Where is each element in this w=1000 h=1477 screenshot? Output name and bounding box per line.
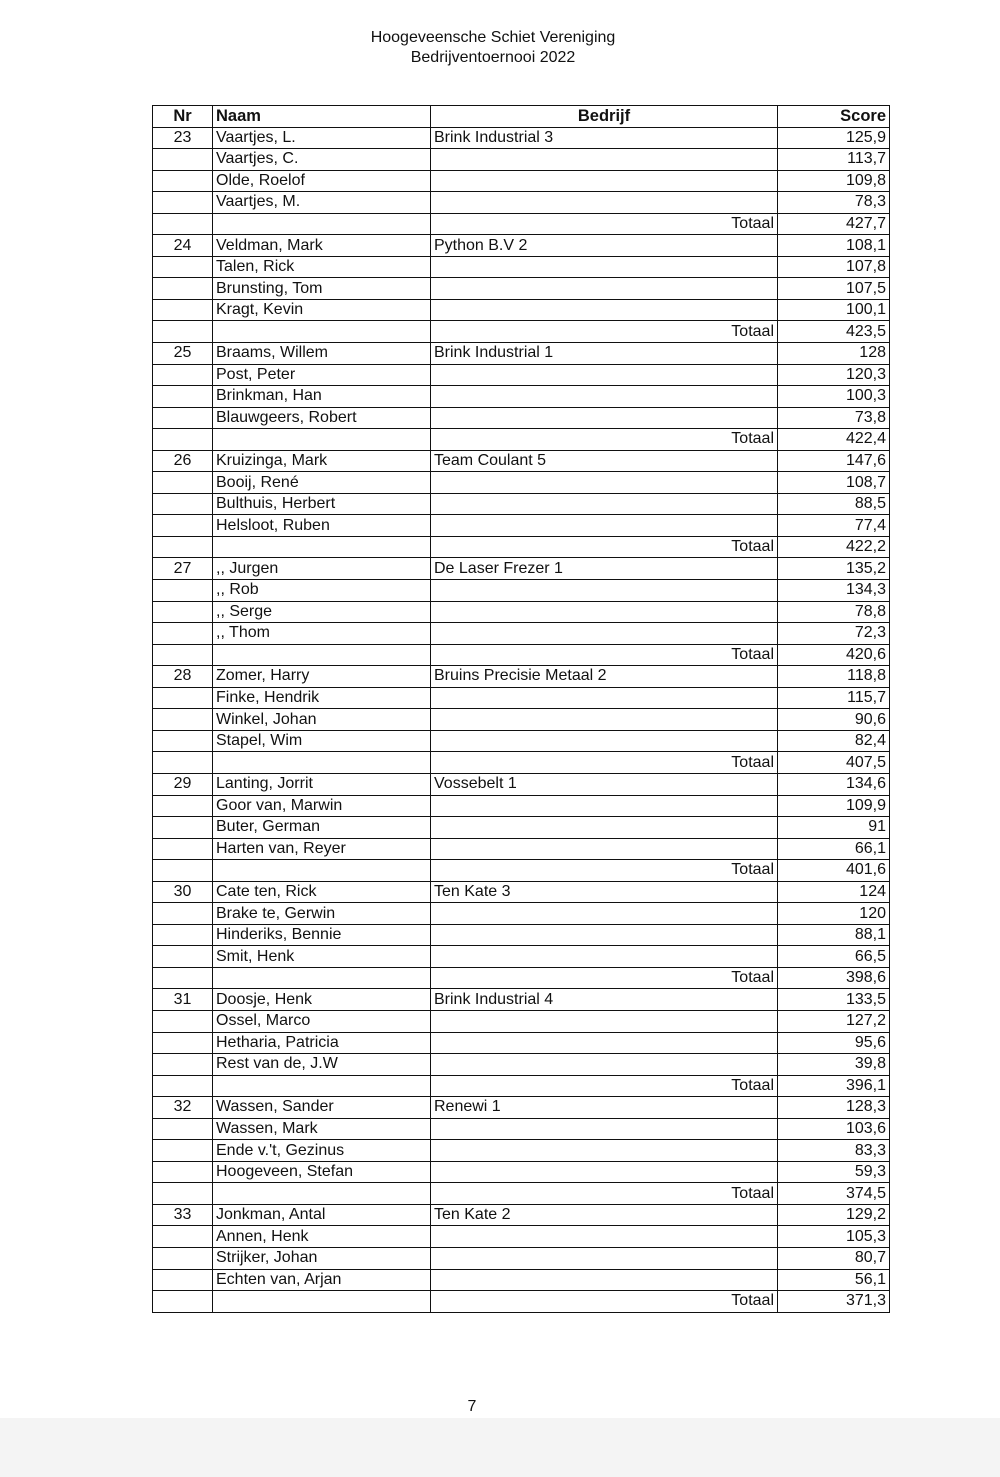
member-name: Bulthuis, Herbert — [213, 493, 431, 515]
table-row — [153, 1054, 890, 1076]
empty-cell — [153, 903, 213, 925]
total-row — [153, 644, 890, 666]
empty-cell — [431, 924, 778, 946]
team-total-score: 422,4 — [778, 429, 890, 451]
total-label: Totaal — [731, 538, 774, 556]
member-name: Harten van, Reyer — [213, 838, 431, 860]
total-label: Totaal — [731, 861, 774, 879]
member-name: Rest van de, J.W — [213, 1054, 431, 1076]
total-row — [153, 1183, 890, 1205]
team-number: 26 — [153, 450, 213, 472]
member-score: 147,6 — [778, 450, 890, 472]
column-header-nr: Nr — [153, 106, 213, 128]
table-row — [153, 450, 890, 472]
table-row — [153, 601, 890, 623]
tournament-title: Bedrijventoernooi 2022 — [410, 49, 576, 66]
empty-cell — [431, 299, 778, 321]
member-score: 109,8 — [778, 170, 890, 192]
member-score: 82,4 — [778, 730, 890, 752]
table-row — [153, 1204, 890, 1226]
company-name: Python B.V 2 — [431, 235, 778, 257]
empty-cell — [153, 967, 213, 989]
member-score: 78,3 — [778, 192, 890, 214]
member-name: Lanting, Jorrit — [213, 773, 431, 795]
member-score: 73,8 — [778, 407, 890, 429]
total-label: Totaal — [731, 430, 774, 448]
member-score: 77,4 — [778, 515, 890, 537]
team-total-score: 423,5 — [778, 321, 890, 343]
empty-cell — [153, 601, 213, 623]
member-score: 127,2 — [778, 1010, 890, 1032]
member-name: Olde, Roelof — [213, 170, 431, 192]
table-row — [153, 170, 890, 192]
empty-cell — [153, 1054, 213, 1076]
table-row — [153, 343, 890, 365]
member-score: 128,3 — [778, 1097, 890, 1119]
table-row — [153, 515, 890, 537]
member-score: 115,7 — [778, 687, 890, 709]
member-score: 133,5 — [778, 989, 890, 1011]
member-score: 100,3 — [778, 386, 890, 408]
company-name: Bruins Precisie Metaal 2 — [431, 666, 778, 688]
table-row — [153, 407, 890, 429]
table-row — [153, 1269, 890, 1291]
member-name: Hoogeveen, Stefan — [213, 1161, 431, 1183]
empty-cell — [431, 903, 778, 925]
table-row — [153, 709, 890, 731]
empty-cell — [213, 1075, 431, 1097]
empty-cell — [153, 299, 213, 321]
empty-cell — [213, 1291, 431, 1313]
member-score: 103,6 — [778, 1118, 890, 1140]
member-name: Goor van, Marwin — [213, 795, 431, 817]
empty-cell — [153, 752, 213, 774]
page-number: 7 — [467, 1398, 477, 1415]
total-label: Totaal — [731, 753, 774, 771]
table-row — [153, 472, 890, 494]
table-row — [153, 730, 890, 752]
member-name: Braams, Willem — [213, 343, 431, 365]
team-total-score: 374,5 — [778, 1183, 890, 1205]
empty-cell — [153, 1118, 213, 1140]
total-label-cell — [431, 321, 778, 343]
table-row — [153, 989, 890, 1011]
empty-cell — [153, 321, 213, 343]
member-score: 88,1 — [778, 924, 890, 946]
member-score: 120 — [778, 903, 890, 925]
club-name: Hoogeveensche Schiet Vereniging — [370, 29, 616, 46]
empty-cell — [213, 967, 431, 989]
member-name: Vaartjes, M. — [213, 192, 431, 214]
total-label-cell — [431, 752, 778, 774]
empty-cell — [431, 709, 778, 731]
team-number: 29 — [153, 773, 213, 795]
member-score: 59,3 — [778, 1161, 890, 1183]
member-name: Smit, Henk — [213, 946, 431, 968]
empty-cell — [153, 623, 213, 645]
member-name: Echten van, Arjan — [213, 1269, 431, 1291]
table-row — [153, 795, 890, 817]
table-row — [153, 1247, 890, 1269]
empty-cell — [431, 1161, 778, 1183]
table-row — [153, 1140, 890, 1162]
member-name: ,, Jurgen — [213, 558, 431, 580]
total-label-cell — [431, 536, 778, 558]
total-label-cell — [431, 644, 778, 666]
total-row — [153, 213, 890, 235]
team-number: 33 — [153, 1204, 213, 1226]
table-row — [153, 946, 890, 968]
table-row — [153, 386, 890, 408]
empty-cell — [153, 709, 213, 731]
empty-cell — [153, 170, 213, 192]
total-row — [153, 321, 890, 343]
total-label-cell — [431, 1183, 778, 1205]
empty-cell — [431, 1118, 778, 1140]
total-label: Totaal — [731, 1076, 774, 1094]
member-name: Jonkman, Antal — [213, 1204, 431, 1226]
table-row — [153, 299, 890, 321]
empty-cell — [431, 1032, 778, 1054]
member-name: Cate ten, Rick — [213, 881, 431, 903]
table-row — [153, 1032, 890, 1054]
table-row — [153, 1226, 890, 1248]
company-name: De Laser Frezer 1 — [431, 558, 778, 580]
column-header-score: Score — [778, 106, 890, 128]
empty-cell — [153, 1010, 213, 1032]
team-number: 24 — [153, 235, 213, 257]
table-row — [153, 687, 890, 709]
company-name: Brink Industrial 1 — [431, 343, 778, 365]
empty-cell — [153, 1183, 213, 1205]
member-name: Wassen, Mark — [213, 1118, 431, 1140]
member-score: 134,3 — [778, 580, 890, 602]
column-header-bedrijf: Bedrijf — [431, 106, 778, 128]
member-score: 120,3 — [778, 364, 890, 386]
member-score: 66,1 — [778, 838, 890, 860]
empty-cell — [213, 536, 431, 558]
member-score: 108,7 — [778, 472, 890, 494]
total-label: Totaal — [731, 1184, 774, 1202]
empty-cell — [153, 386, 213, 408]
total-row — [153, 1075, 890, 1097]
member-name: ,, Rob — [213, 580, 431, 602]
results-table — [152, 105, 890, 1313]
empty-cell — [213, 752, 431, 774]
member-name: Vaartjes, L. — [213, 127, 431, 149]
total-label-cell — [431, 1291, 778, 1313]
empty-cell — [431, 1140, 778, 1162]
team-total-score: 427,7 — [778, 213, 890, 235]
member-score: 113,7 — [778, 149, 890, 171]
table-row — [153, 127, 890, 149]
company-name: Ten Kate 2 — [431, 1204, 778, 1226]
empty-cell — [153, 192, 213, 214]
company-name: Ten Kate 3 — [431, 881, 778, 903]
member-score: 39,8 — [778, 1054, 890, 1076]
total-label: Totaal — [731, 215, 774, 232]
team-total-score: 407,5 — [778, 752, 890, 774]
empty-cell — [153, 838, 213, 860]
total-row — [153, 536, 890, 558]
total-label-cell — [431, 967, 778, 989]
member-score: 107,8 — [778, 256, 890, 278]
empty-cell — [153, 687, 213, 709]
empty-cell — [431, 601, 778, 623]
total-label-cell — [431, 213, 778, 235]
empty-cell — [213, 321, 431, 343]
empty-cell — [153, 536, 213, 558]
empty-cell — [431, 472, 778, 494]
empty-cell — [431, 1269, 778, 1291]
empty-cell — [431, 170, 778, 192]
empty-cell — [431, 515, 778, 537]
member-score: 125,9 — [778, 127, 890, 149]
company-name: Brink Industrial 4 — [431, 989, 778, 1011]
table-row — [153, 580, 890, 602]
table-row — [153, 623, 890, 645]
company-name: Team Coulant 5 — [431, 450, 778, 472]
empty-cell — [153, 1140, 213, 1162]
empty-cell — [153, 1269, 213, 1291]
member-name: ,, Thom — [213, 623, 431, 645]
table-header-row — [153, 106, 890, 128]
empty-cell — [153, 213, 213, 235]
total-label-cell — [431, 1075, 778, 1097]
member-name: Kruizinga, Mark — [213, 450, 431, 472]
member-name: Zomer, Harry — [213, 666, 431, 688]
empty-cell — [153, 1226, 213, 1248]
member-name: ,, Serge — [213, 601, 431, 623]
empty-cell — [153, 429, 213, 451]
member-name: Finke, Hendrik — [213, 687, 431, 709]
table-row — [153, 817, 890, 839]
member-name: Helsloot, Ruben — [213, 515, 431, 537]
empty-cell — [213, 644, 431, 666]
empty-cell — [431, 407, 778, 429]
team-total-score: 396,1 — [778, 1075, 890, 1097]
member-name: Ende v.'t, Gezinus — [213, 1140, 431, 1162]
empty-cell — [431, 623, 778, 645]
team-number: 31 — [153, 989, 213, 1011]
member-name: Vaartjes, C. — [213, 149, 431, 171]
team-number: 25 — [153, 343, 213, 365]
total-label-cell — [431, 429, 778, 451]
empty-cell — [153, 472, 213, 494]
empty-cell — [153, 493, 213, 515]
empty-cell — [431, 580, 778, 602]
empty-cell — [153, 946, 213, 968]
empty-cell — [153, 795, 213, 817]
column-header-naam: Naam — [213, 106, 431, 128]
member-name: Veldman, Mark — [213, 235, 431, 257]
member-name: Winkel, Johan — [213, 709, 431, 731]
empty-cell — [431, 192, 778, 214]
empty-cell — [431, 1054, 778, 1076]
member-name: Doosje, Henk — [213, 989, 431, 1011]
results-body — [153, 127, 890, 1312]
member-name: Annen, Henk — [213, 1226, 431, 1248]
empty-cell — [153, 1247, 213, 1269]
empty-cell — [153, 1075, 213, 1097]
member-name: Wassen, Sander — [213, 1097, 431, 1119]
empty-cell — [431, 1226, 778, 1248]
empty-cell — [431, 730, 778, 752]
document-header — [0, 28, 986, 68]
total-label: Totaal — [731, 645, 774, 663]
company-name: Brink Industrial 3 — [431, 127, 778, 149]
total-row — [153, 967, 890, 989]
total-row — [153, 1291, 890, 1313]
member-name: Ossel, Marco — [213, 1010, 431, 1032]
table-row — [153, 235, 890, 257]
empty-cell — [431, 278, 778, 300]
empty-cell — [153, 1032, 213, 1054]
member-score: 56,1 — [778, 1269, 890, 1291]
table-row — [153, 364, 890, 386]
empty-cell — [213, 429, 431, 451]
empty-cell — [153, 256, 213, 278]
member-name: Brake te, Gerwin — [213, 903, 431, 925]
table-row — [153, 192, 890, 214]
team-number: 32 — [153, 1097, 213, 1119]
total-label: Totaal — [731, 1292, 774, 1310]
total-row — [153, 860, 890, 882]
total-row — [153, 429, 890, 451]
table-row — [153, 278, 890, 300]
member-name: Buter, German — [213, 817, 431, 839]
member-name: Brunsting, Tom — [213, 278, 431, 300]
member-score: 91 — [778, 817, 890, 839]
member-name: Hinderiks, Bennie — [213, 924, 431, 946]
table-row — [153, 881, 890, 903]
member-name: Talen, Rick — [213, 256, 431, 278]
member-score: 95,6 — [778, 1032, 890, 1054]
empty-cell — [431, 364, 778, 386]
team-total-score: 422,2 — [778, 536, 890, 558]
team-number: 27 — [153, 558, 213, 580]
scan-bottom-band — [0, 1418, 1000, 1477]
total-row — [153, 752, 890, 774]
member-score: 90,6 — [778, 709, 890, 731]
member-name: Stapel, Wim — [213, 730, 431, 752]
member-score: 134,6 — [778, 773, 890, 795]
empty-cell — [153, 1291, 213, 1313]
member-score: 80,7 — [778, 1247, 890, 1269]
table-row — [153, 924, 890, 946]
table-row — [153, 256, 890, 278]
empty-cell — [431, 493, 778, 515]
member-score: 124 — [778, 881, 890, 903]
team-total-score: 420,6 — [778, 644, 890, 666]
member-score: 83,3 — [778, 1140, 890, 1162]
team-number: 23 — [153, 127, 213, 149]
table-row — [153, 1118, 890, 1140]
member-score: 128 — [778, 343, 890, 365]
empty-cell — [153, 515, 213, 537]
empty-cell — [153, 1161, 213, 1183]
member-name: Hetharia, Patricia — [213, 1032, 431, 1054]
empty-cell — [153, 149, 213, 171]
empty-cell — [431, 687, 778, 709]
empty-cell — [213, 213, 431, 235]
table-row — [153, 149, 890, 171]
empty-cell — [153, 817, 213, 839]
total-label: Totaal — [731, 969, 774, 987]
company-name: Vossebelt 1 — [431, 773, 778, 795]
member-score: 107,5 — [778, 278, 890, 300]
empty-cell — [431, 1010, 778, 1032]
empty-cell — [431, 1247, 778, 1269]
table-row — [153, 666, 890, 688]
table-row — [153, 1161, 890, 1183]
table-row — [153, 773, 890, 795]
empty-cell — [153, 580, 213, 602]
member-name: Blauwgeers, Robert — [213, 407, 431, 429]
empty-cell — [431, 817, 778, 839]
member-score: 88,5 — [778, 493, 890, 515]
member-score: 108,1 — [778, 235, 890, 257]
team-total-score: 401,6 — [778, 860, 890, 882]
empty-cell — [431, 386, 778, 408]
member-score: 105,3 — [778, 1226, 890, 1248]
table-row — [153, 1097, 890, 1119]
team-number: 28 — [153, 666, 213, 688]
empty-cell — [431, 149, 778, 171]
member-score: 109,9 — [778, 795, 890, 817]
empty-cell — [153, 278, 213, 300]
table-row — [153, 493, 890, 515]
empty-cell — [153, 644, 213, 666]
empty-cell — [431, 795, 778, 817]
team-number: 30 — [153, 881, 213, 903]
member-name: Kragt, Kevin — [213, 299, 431, 321]
empty-cell — [153, 364, 213, 386]
member-score: 72,3 — [778, 623, 890, 645]
company-name: Renewi 1 — [431, 1097, 778, 1119]
empty-cell — [213, 1183, 431, 1205]
team-total-score: 371,3 — [778, 1291, 890, 1313]
member-name: Brinkman, Han — [213, 386, 431, 408]
team-total-score: 398,6 — [778, 967, 890, 989]
empty-cell — [153, 860, 213, 882]
member-score: 129,2 — [778, 1204, 890, 1226]
member-score: 66,5 — [778, 946, 890, 968]
member-score: 100,1 — [778, 299, 890, 321]
empty-cell — [431, 256, 778, 278]
empty-cell — [153, 924, 213, 946]
empty-cell — [153, 407, 213, 429]
total-label: Totaal — [731, 322, 774, 340]
total-label-cell — [431, 860, 778, 882]
member-name: Strijker, Johan — [213, 1247, 431, 1269]
member-score: 118,8 — [778, 666, 890, 688]
member-name: Post, Peter — [213, 364, 431, 386]
table-row — [153, 838, 890, 860]
table-row — [153, 1010, 890, 1032]
member-score: 135,2 — [778, 558, 890, 580]
table-row — [153, 558, 890, 580]
member-name: Booij, René — [213, 472, 431, 494]
empty-cell — [213, 860, 431, 882]
empty-cell — [431, 838, 778, 860]
empty-cell — [431, 946, 778, 968]
member-score: 78,8 — [778, 601, 890, 623]
empty-cell — [153, 730, 213, 752]
table-row — [153, 903, 890, 925]
